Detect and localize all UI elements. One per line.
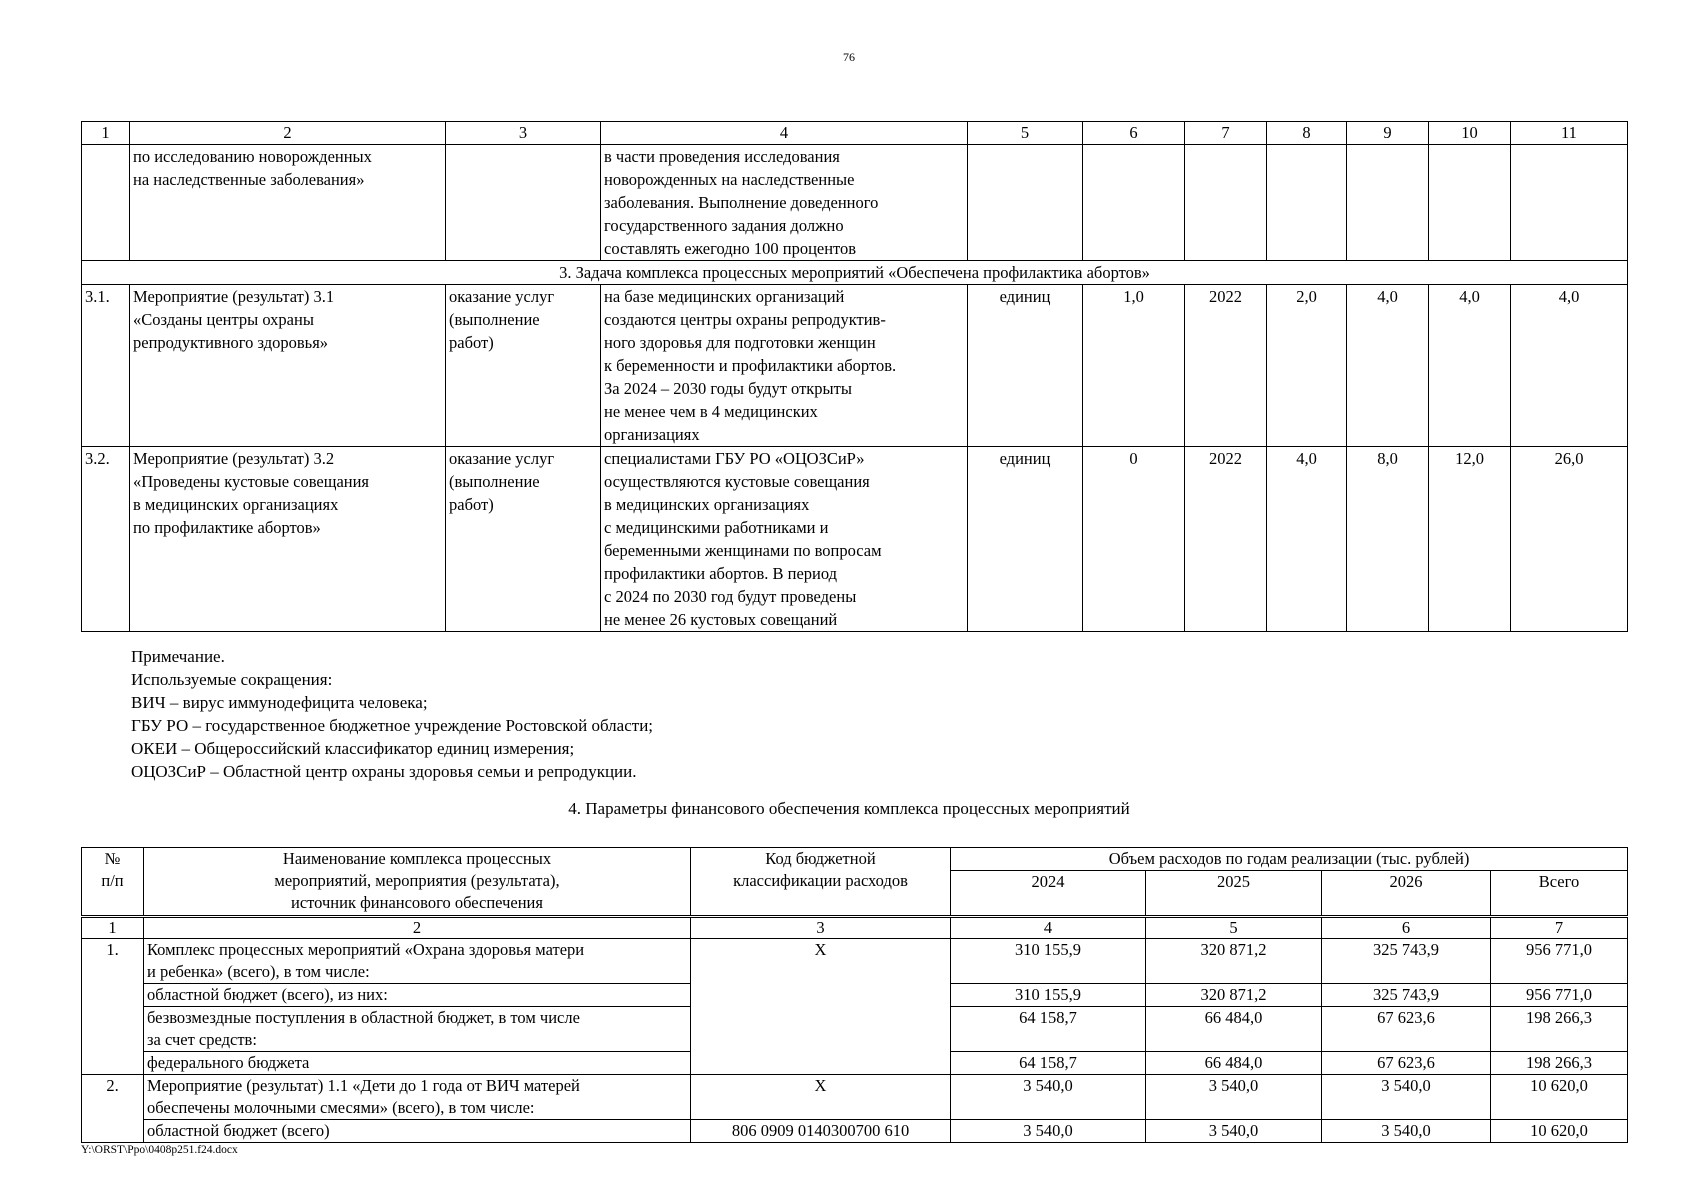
cell-name: Мероприятие (результат) 3.1 «Созданы центры охраны репродуктивного здоровья»: [130, 285, 446, 447]
cell-value: 67 623,6: [1322, 1007, 1491, 1052]
header-cell: 8: [1267, 122, 1347, 145]
note-line: Примечание.: [131, 647, 225, 666]
task-row: [82, 261, 1628, 285]
header-cell: 6: [1322, 917, 1491, 939]
table2-header-row: [82, 848, 1628, 871]
header-total: Всего: [1491, 871, 1628, 917]
cell-value: 4,0: [1511, 285, 1628, 447]
table-row: [82, 145, 1628, 261]
cell-value: 4,0: [1429, 285, 1511, 447]
cell-code: 806 0909 0140300700 610: [691, 1120, 951, 1143]
row-number: 2.: [82, 1075, 144, 1143]
cell-code: Х: [691, 939, 951, 1075]
note-line: ОЦОЗСиР – Областной центр охраны здоровья семьи и репродукции.: [131, 762, 637, 781]
header-cell: 11: [1511, 122, 1628, 145]
header-cell: 6: [1083, 122, 1185, 145]
cell-type: оказание услуг (выполнение работ): [446, 285, 601, 447]
cell-value: 198 266,3: [1491, 1052, 1628, 1075]
cell-value: 26,0: [1511, 447, 1628, 632]
cell-value: 325 743,9: [1322, 984, 1491, 1007]
header-cell: 2: [130, 122, 446, 145]
cell-value: 310 155,9: [951, 939, 1146, 984]
cell-value: 64 158,7: [951, 1007, 1146, 1052]
header-name: Наименование комплекса процессных мероприятий, мероприятия (результата), источник финансового обеспечения: [144, 848, 691, 917]
file-path-footer: Y:\ORST\Ppo\0408p251.f24.docx: [81, 1144, 238, 1156]
note-line: Используемые сокращения:: [131, 670, 333, 689]
section-title: 4. Параметры финансового обеспечения комплекса процессных мероприятий: [568, 799, 1130, 818]
cell-name: Мероприятие (результат) 3.2 «Проведены кустовые совещания в медицинских организациях по профилактике абортов»: [130, 447, 446, 632]
table-row: [82, 285, 1628, 447]
cell-value: 3 540,0: [1322, 1075, 1491, 1120]
note-line: ВИЧ – вирус иммунодефицита человека;: [131, 693, 428, 712]
task-title: 3. Задача комплекса процессных мероприятий «Обеспечена профилактика абортов»: [82, 261, 1628, 285]
table-row: [82, 1120, 1628, 1143]
header-year: 2026: [1322, 871, 1491, 917]
cell-name: Мероприятие (результат) 1.1 «Дети до 1 года от ВИЧ матерей обеспечены молочными смесями» (всего), в том числе:: [144, 1075, 691, 1120]
cell-name: по исследованию новорожденных на наследственные заболевания»: [130, 145, 446, 261]
cell-value: 4,0: [1347, 285, 1429, 447]
indicators-table: [81, 121, 1628, 632]
header-cell: 7: [1185, 122, 1267, 145]
cell-value: 320 871,2: [1146, 939, 1322, 984]
note-line: ГБУ РО – государственное бюджетное учреждение Ростовской области;: [131, 716, 654, 735]
cell-name: областной бюджет (всего), из них:: [144, 984, 691, 1007]
cell-description: в части проведения исследования новорожденных на наследственные заболевания. Выполнение доведенного государственного задания должно составлять ежегодно 100 процентов: [601, 145, 968, 261]
cell-base-value: 1,0: [1083, 285, 1185, 447]
cell-description: специалистами ГБУ РО «ОЦОЗСиР» осуществляются кустовые совещания в медицинских организациях с медицинскими работниками и беременными женщинами по вопросам профилактики абортов. В период с 2024 по 2030 год будут проведены не менее 26 кустовых совещаний: [601, 447, 968, 632]
cell-value: 8,0: [1347, 447, 1429, 632]
header-year: 2025: [1146, 871, 1322, 917]
cell-value: 956 771,0: [1491, 984, 1628, 1007]
cell-value: 325 743,9: [1322, 939, 1491, 984]
cell-unit: единиц: [968, 447, 1083, 632]
header-cell: 1: [82, 122, 130, 145]
page-number: 76: [843, 50, 855, 64]
cell-value: 3 540,0: [951, 1075, 1146, 1120]
header-cell: 4: [601, 122, 968, 145]
note-line: ОКЕИ – Общероссийский классификатор единиц измерения;: [131, 739, 575, 758]
row-number: 3.1.: [82, 285, 130, 447]
header-cell: 5: [1146, 917, 1322, 939]
header-num: № п/п: [82, 848, 144, 917]
header-cell: 4: [951, 917, 1146, 939]
cell-name: областной бюджет (всего): [144, 1120, 691, 1143]
cell-value: 3 540,0: [1322, 1120, 1491, 1143]
cell-value: 3 540,0: [1146, 1120, 1322, 1143]
cell-value: 66 484,0: [1146, 1007, 1322, 1052]
notes-block: [131, 645, 653, 783]
header-year: 2024: [951, 871, 1146, 917]
cell-value: 956 771,0: [1491, 939, 1628, 984]
header-cell: 7: [1491, 917, 1628, 939]
cell-value: 4,0: [1267, 447, 1347, 632]
cell-name: Комплекс процессных мероприятий «Охрана здоровья матери и ребенка» (всего), в том числе:: [144, 939, 691, 984]
row-number: 3.2.: [82, 447, 130, 632]
financing-table: [81, 847, 1628, 1143]
cell-value: 64 158,7: [951, 1052, 1146, 1075]
header-cell: 3: [691, 917, 951, 939]
cell-type: оказание услуг (выполнение работ): [446, 447, 601, 632]
table1-header-row: [82, 122, 1628, 145]
cell-value: 10 620,0: [1491, 1120, 1628, 1143]
cell-value: 320 871,2: [1146, 984, 1322, 1007]
cell-value: 2,0: [1267, 285, 1347, 447]
table-row: [82, 1075, 1628, 1120]
cell-name: федерального бюджета: [144, 1052, 691, 1075]
cell-base-year: 2022: [1185, 285, 1267, 447]
cell-value: 198 266,3: [1491, 1007, 1628, 1052]
cell-base-year: 2022: [1185, 447, 1267, 632]
cell-unit: единиц: [968, 285, 1083, 447]
cell-description: на базе медицинских организаций создаются центры охраны репродуктив- ного здоровья для подготовки женщин к беременности и профилактики абортов. За 2024 – 2030 годы будут открыты не менее чем в 4 медицинских организациях: [601, 285, 968, 447]
cell-value: 12,0: [1429, 447, 1511, 632]
cell-value: 66 484,0: [1146, 1052, 1322, 1075]
header-code: Код бюджетной классификации расходов: [691, 848, 951, 917]
table-row: [82, 939, 1628, 984]
cell-name: безвозмездные поступления в областной бюджет, в том числе за счет средств:: [144, 1007, 691, 1052]
row-number: 1.: [82, 939, 144, 1075]
cell-code: Х: [691, 1075, 951, 1120]
table-row: [82, 447, 1628, 632]
header-cell: 1: [82, 917, 144, 939]
cell-base-value: 0: [1083, 447, 1185, 632]
header-cell: 10: [1429, 122, 1511, 145]
header-volume: Объем расходов по годам реализации (тыс. рублей): [951, 848, 1628, 871]
cell-value: 3 540,0: [1146, 1075, 1322, 1120]
header-cell: 2: [144, 917, 691, 939]
cell-value: 10 620,0: [1491, 1075, 1628, 1120]
cell-value: 310 155,9: [951, 984, 1146, 1007]
cell-value: 3 540,0: [951, 1120, 1146, 1143]
table2-number-row: [82, 917, 1628, 939]
cell-value: 67 623,6: [1322, 1052, 1491, 1075]
header-cell: 9: [1347, 122, 1429, 145]
header-cell: 5: [968, 122, 1083, 145]
header-cell: 3: [446, 122, 601, 145]
